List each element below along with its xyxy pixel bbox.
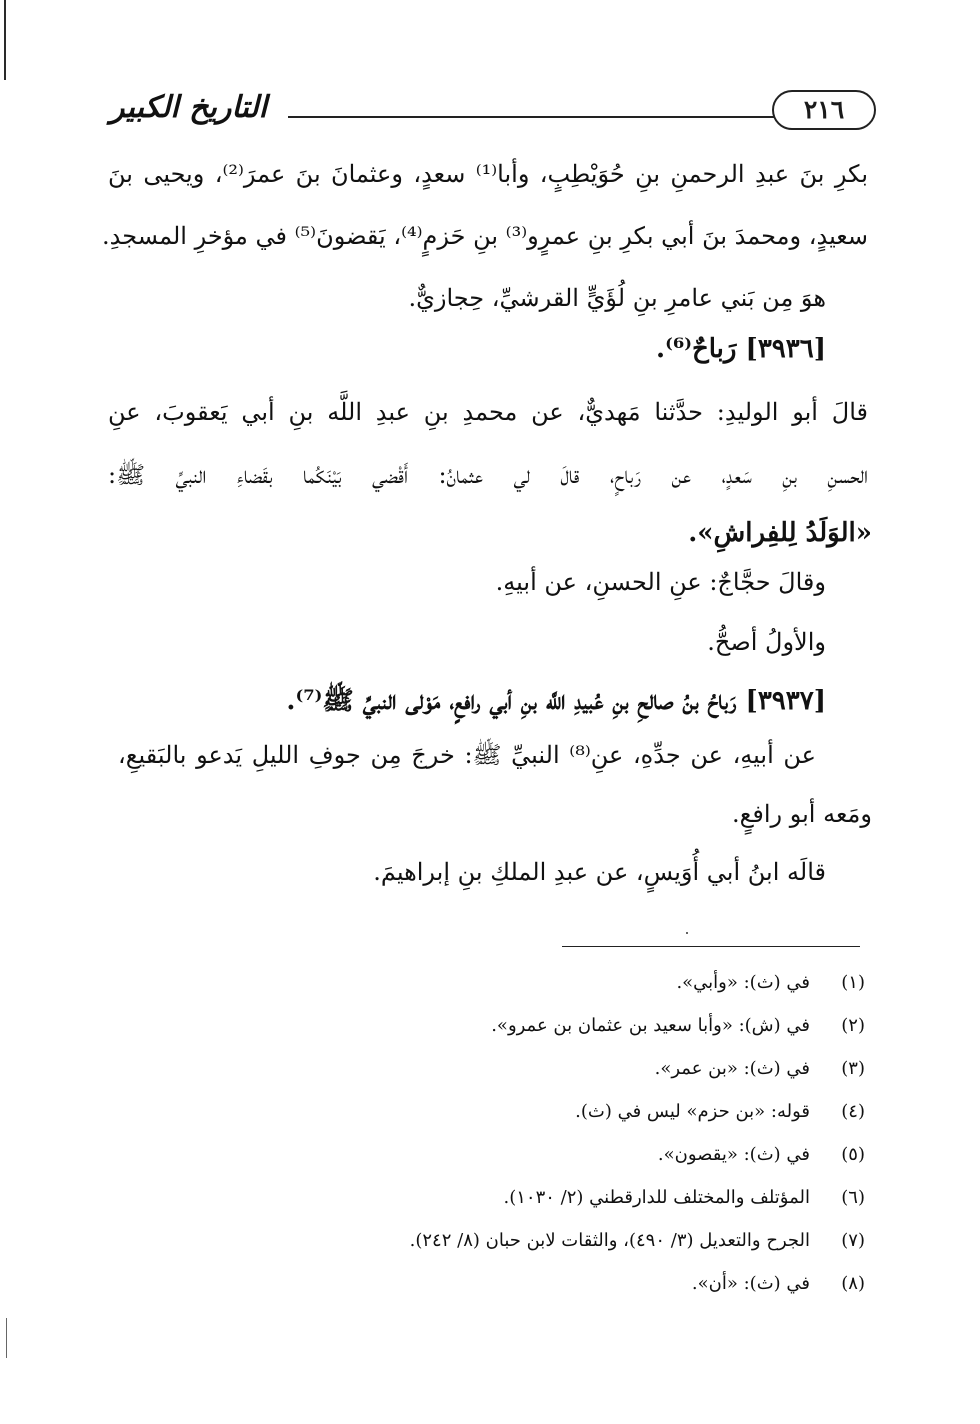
body-line-9: والأولُ أصحُّ. (707, 628, 826, 656)
body-line-13: قالَه ابنُ أبي أُوَيسٍ، عن عبدِ الملكِ بنِ إبراهيمَ. (373, 858, 826, 886)
footnote-number: (٧) (841, 1230, 865, 1251)
footnote-8 (300, 1273, 865, 1303)
body-line-6: الحسنِ بنِ سَعدٍ، عن رَباحٍ، قالَ لي عثمانُ: أَقْضي بَيْنَكُما بقَضاءِ النبيِّ ﷺ: (108, 461, 868, 489)
footnote-4 (300, 1101, 865, 1131)
footnote-5 (300, 1144, 865, 1174)
footnote-text: قوله: «بن حزم» ليس في (ث). (575, 1101, 810, 1122)
footnote-number: (٦) (841, 1187, 865, 1208)
page-number: ٢١٦ (772, 90, 876, 130)
footnote-text: المؤتلف والمختلف للدارقطني (٢/ ١٠٣٠). (503, 1187, 810, 1208)
body-line-8: وقالَ حجَّاجٌ: عنِ الحسنِ، عن أبيهِ. (495, 568, 826, 596)
footnote-number: (٨) (841, 1273, 865, 1294)
footnote-number: (١) (841, 972, 865, 993)
body-line-12: ومَعه أبو رافعٍ. (731, 800, 872, 828)
footnote-rule (562, 946, 860, 947)
hadith-quote: «الوَلَدُ لِلفِراشِ». (688, 518, 872, 548)
body-line-3: هوَ مِن بَني عامرِ بنِ لُؤَيٍّ القرشيِّ، حِجازيٌّ. (408, 284, 826, 312)
scan-edge-mark-lower (6, 1318, 7, 1358)
footnote-number: (٣) (841, 1058, 865, 1079)
stray-dot (686, 932, 688, 934)
footnote-text: في (ث): «أن». (691, 1273, 810, 1294)
running-title: التاريخ الكبير (110, 90, 268, 125)
footnote-text: في (ث): «وأبي». (676, 972, 810, 993)
footnote-number: (٤) (841, 1101, 865, 1122)
footnote-text: في (ث): «بن عمر». (654, 1058, 810, 1079)
entry-heading-3936: [٣٩٣٦] رَباحٌ⁽⁶⁾. (656, 334, 826, 364)
footnote-7 (300, 1230, 865, 1260)
body-line-5: قالَ أبو الوليدِ: حدَّثنا مَهديٌّ، عن محمدِ بنِ عبدِ اللَّه بنِ أبي يَعقوبَ، عنِ (108, 398, 868, 426)
footnote-2 (300, 1015, 865, 1045)
scan-edge-mark (4, 0, 6, 80)
body-line-1: بكرِ بنَ عبدِ الرحمنِ بنِ حُوَيْطِبٍ، وأبا⁽¹⁾ سعدٍ، وعثمانَ بنَ عمرَ⁽²⁾، ويحيى بنَ (108, 160, 868, 188)
page-header (110, 82, 870, 138)
footnote-6 (300, 1187, 865, 1217)
footnote-text: في (ث): «يقصون». (657, 1144, 810, 1165)
footnote-text: الجرح والتعديل (٣/ ٤٩٠)، والثقات لابن حبان (٨/ ٢٤٢). (409, 1230, 810, 1251)
footnote-number: (٢) (841, 1015, 865, 1036)
footnote-1 (300, 972, 865, 1002)
footnote-text: في (ش): «وأبا سعيد بن عثمان بن عمرو». (491, 1015, 810, 1036)
footnote-3 (300, 1058, 865, 1088)
body-line-2: سعيدٍ، ومحمدَ بنَ أبي بكرِ بنِ عمرٍو⁽³⁾ بنِ حَزمٍ⁽⁴⁾، يَقضونَ⁽⁵⁾ في مؤخرِ المسجدِ. (101, 222, 868, 250)
body-line-11: عن أبيهِ، عن جدِّهِ، عنِ⁽⁸⁾ النبيِّ ﷺ: خرجَ مِن جوفِ الليلِ يَدعو بالبَقيعِ، (118, 741, 817, 769)
footnote-number: (٥) (841, 1144, 865, 1165)
entry-heading-3937: [٣٩٣٧] رَباحُ بنُ صالحِ بنِ عُبيدِ اللَّه بنِ أبي رافعٍ، مَوْلى النبيِّ ﷺ⁽⁷⁾. (286, 686, 826, 716)
